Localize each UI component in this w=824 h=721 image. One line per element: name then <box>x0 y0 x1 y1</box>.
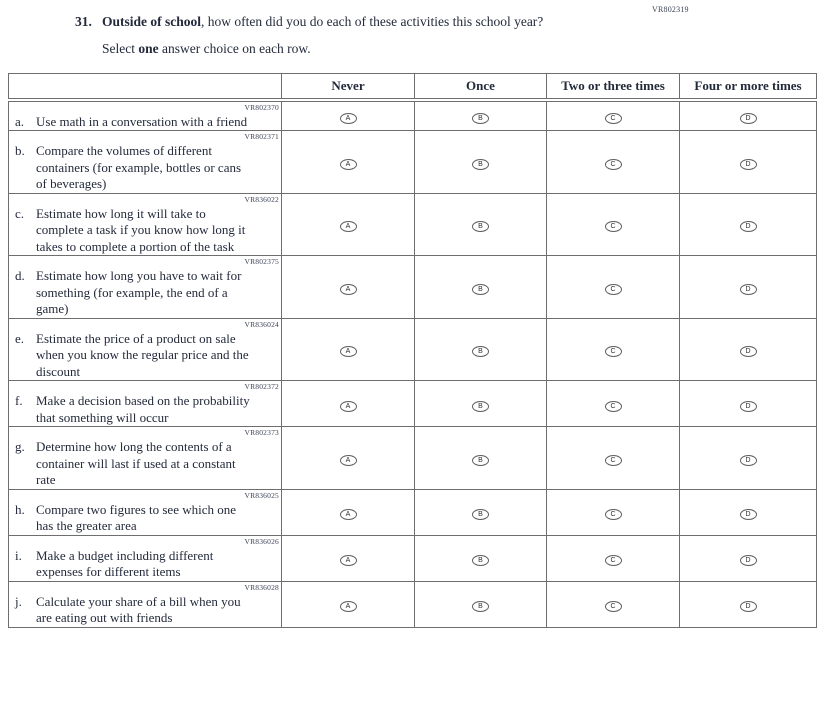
answer-bubble-b-once[interactable]: B <box>472 159 489 170</box>
instruction-post: answer choice on each row. <box>158 41 311 56</box>
answer-cell <box>547 581 680 627</box>
answer-cell <box>680 100 817 131</box>
row-stem-cell <box>9 581 282 627</box>
table-row <box>9 131 817 194</box>
answer-cell <box>680 256 817 319</box>
row-letter: a. <box>15 113 25 129</box>
row-activity-text: Use math in a conversation with a friend <box>36 113 248 129</box>
answer-cell <box>415 256 547 319</box>
answer-cell <box>282 581 415 627</box>
frequency-response-table <box>8 73 817 628</box>
row-activity-text: Calculate your share of a bill when you are eating out with friends <box>36 593 241 625</box>
row-letter: e. <box>15 330 25 346</box>
row-activity-line <box>9 114 281 131</box>
row-accession-code: VR802372 <box>244 382 279 391</box>
answer-cell <box>680 427 817 490</box>
answer-bubble-i-once[interactable]: B <box>472 555 489 566</box>
row-accession-code: VR836028 <box>244 582 279 592</box>
row-letter: h. <box>15 501 25 517</box>
row-activity-line <box>9 393 281 426</box>
answer-cell <box>547 318 680 381</box>
answer-bubble-j-once[interactable]: B <box>472 601 489 612</box>
row-accession-code: VR802370 <box>244 102 279 112</box>
answer-cell <box>282 256 415 319</box>
answer-bubble-i-never[interactable]: A <box>340 555 357 566</box>
answer-bubble-b-two-or-three-times[interactable]: C <box>605 159 622 170</box>
answer-bubble-h-four-or-more-times[interactable]: D <box>740 509 757 520</box>
answer-cell <box>547 100 680 131</box>
answer-cell <box>415 131 547 194</box>
answer-cell <box>547 535 680 581</box>
row-accession-code: VR836024 <box>244 319 279 329</box>
answer-bubble-d-four-or-more-times[interactable]: D <box>740 284 757 295</box>
row-activity-text: Estimate how long it will take to complete a task if you know how long it takes to complete a portion of the task <box>36 205 246 254</box>
answer-cell <box>282 535 415 581</box>
answer-cell <box>547 256 680 319</box>
answer-cell <box>680 581 817 627</box>
row-activity-text: Compare the volumes of different containers (for example, bottles or cans of beverages) <box>36 143 242 191</box>
row-accession-code: VR802373 <box>244 428 279 437</box>
answer-bubble-h-once[interactable]: B <box>472 509 489 520</box>
row-activity-text: Compare two figures to see which one has the greater area <box>36 501 237 533</box>
answer-cell <box>282 318 415 381</box>
answer-cell <box>547 193 680 256</box>
answer-bubble-e-once[interactable]: B <box>472 346 489 357</box>
table-row <box>9 381 817 427</box>
table-row <box>9 581 817 627</box>
answer-cell <box>415 427 547 490</box>
table-row <box>9 100 817 131</box>
row-accession-code: VR836022 <box>244 194 279 204</box>
page-accession-code: VR802319 <box>652 5 689 14</box>
answer-cell <box>282 489 415 535</box>
row-stem-cell <box>9 381 282 427</box>
answer-bubble-i-four-or-more-times[interactable]: D <box>740 555 757 566</box>
row-activity-text: Make a budget including different expenses for different items <box>36 547 214 579</box>
answer-bubble-f-once[interactable]: B <box>472 401 489 412</box>
row-stem-cell <box>9 535 282 581</box>
row-letter: i. <box>15 547 22 563</box>
row-accession-code: VR802375 <box>244 257 279 266</box>
answer-bubble-d-once[interactable]: B <box>472 284 489 295</box>
table-row <box>9 318 817 381</box>
table-body <box>9 100 817 628</box>
answer-bubble-b-never[interactable]: A <box>340 159 357 170</box>
header-row <box>9 74 817 100</box>
row-letter: g. <box>15 439 25 454</box>
answer-bubble-h-two-or-three-times[interactable]: C <box>605 509 622 520</box>
row-letter: d. <box>15 268 25 283</box>
row-activity-line <box>9 502 281 535</box>
answer-bubble-g-never[interactable]: A <box>340 455 357 466</box>
table-row <box>9 535 817 581</box>
row-stem-cell <box>9 100 282 131</box>
row-accession-code: VR836025 <box>244 490 279 500</box>
row-letter: j. <box>15 593 22 609</box>
row-activity-text: Determine how long the contents of a container will last if used at a constant rate <box>36 439 236 487</box>
answer-cell <box>282 381 415 427</box>
answer-bubble-j-never[interactable]: A <box>340 601 357 612</box>
answer-bubble-i-two-or-three-times[interactable]: C <box>605 555 622 566</box>
row-activity-text: Estimate the price of a product on sale when you know the regular price and the discount <box>36 330 249 379</box>
answer-bubble-f-four-or-more-times[interactable]: D <box>740 401 757 412</box>
row-accession-code: VR802371 <box>244 132 279 141</box>
column-header-never: Never <box>282 74 415 100</box>
question-bold-lead: Outside of school <box>102 14 202 29</box>
answer-bubble-f-two-or-three-times[interactable]: C <box>605 401 622 412</box>
answer-cell <box>680 381 817 427</box>
question-text <box>102 13 543 30</box>
answer-bubble-g-four-or-more-times[interactable]: D <box>740 455 757 466</box>
row-activity-line <box>9 268 281 318</box>
row-activity-text: Make a decision based on the probability that something will occur <box>36 393 250 425</box>
row-stem-cell <box>9 318 282 381</box>
answer-cell <box>282 100 415 131</box>
table-row <box>9 256 817 319</box>
answer-bubble-g-two-or-three-times[interactable]: C <box>605 455 622 466</box>
answer-cell <box>547 489 680 535</box>
answer-cell <box>680 318 817 381</box>
answer-bubble-f-never[interactable]: A <box>340 401 357 412</box>
answer-bubble-h-never[interactable]: A <box>340 509 357 520</box>
answer-cell <box>415 535 547 581</box>
row-letter: c. <box>15 205 25 221</box>
answer-bubble-b-four-or-more-times[interactable]: D <box>740 159 757 170</box>
column-header-four-or-more-times: Four or more times <box>680 74 817 100</box>
question-number: 31. <box>75 14 92 29</box>
row-letter: f. <box>15 393 23 408</box>
question-rest: , how often did you do each of these activities this school year? <box>201 14 544 29</box>
question-31 <box>75 13 715 57</box>
answer-bubble-d-two-or-three-times[interactable]: C <box>605 284 622 295</box>
row-activity-line <box>9 331 281 381</box>
answer-bubble-c-once[interactable]: B <box>472 221 489 232</box>
answer-cell <box>415 100 547 131</box>
row-stem-cell <box>9 427 282 490</box>
instruction-bold: one <box>138 41 159 56</box>
answer-cell <box>547 131 680 194</box>
row-activity-line <box>9 143 281 193</box>
answer-bubble-a-never[interactable]: A <box>340 113 357 124</box>
row-letter: b. <box>15 143 25 158</box>
answer-bubble-j-four-or-more-times[interactable]: D <box>740 601 757 612</box>
answer-cell <box>415 489 547 535</box>
row-stem-cell <box>9 489 282 535</box>
answer-bubble-a-once[interactable]: B <box>472 113 489 124</box>
answer-bubble-c-two-or-three-times[interactable]: C <box>605 221 622 232</box>
answer-cell <box>547 427 680 490</box>
table-row <box>9 489 817 535</box>
answer-cell <box>415 193 547 256</box>
answer-bubble-a-four-or-more-times[interactable]: D <box>740 113 757 124</box>
answer-cell <box>282 427 415 490</box>
answer-cell <box>680 535 817 581</box>
stem-header-cell <box>9 74 282 100</box>
answer-bubble-d-never[interactable]: A <box>340 284 357 295</box>
row-activity-line <box>9 594 281 627</box>
answer-bubble-a-two-or-three-times[interactable]: C <box>605 113 622 124</box>
row-activity-text: Estimate how long you have to wait for something (for example, the end of a game) <box>36 268 242 316</box>
row-activity-line <box>9 439 281 489</box>
answer-cell <box>282 131 415 194</box>
column-header-once: Once <box>415 74 547 100</box>
column-header-two-or-three-times: Two or three times <box>547 74 680 100</box>
answer-bubble-e-four-or-more-times[interactable]: D <box>740 346 757 357</box>
answer-cell <box>415 381 547 427</box>
instruction-pre: Select <box>102 41 139 56</box>
answer-cell <box>680 489 817 535</box>
answer-bubble-e-two-or-three-times[interactable]: C <box>605 346 622 357</box>
answer-bubble-g-once[interactable]: B <box>472 455 489 466</box>
answer-bubble-e-never[interactable]: A <box>340 346 357 357</box>
row-accession-code: VR836026 <box>244 536 279 546</box>
answer-cell <box>282 193 415 256</box>
answer-bubble-c-four-or-more-times[interactable]: D <box>740 221 757 232</box>
answer-cell <box>415 318 547 381</box>
answer-cell <box>680 131 817 194</box>
row-activity-line <box>9 206 281 256</box>
row-activity-line <box>9 548 281 581</box>
question-instruction <box>102 40 715 57</box>
row-stem-cell <box>9 131 282 194</box>
answer-cell <box>680 193 817 256</box>
answer-cell <box>547 381 680 427</box>
row-stem-cell <box>9 256 282 319</box>
answer-cell <box>415 581 547 627</box>
answer-bubble-c-never[interactable]: A <box>340 221 357 232</box>
answer-bubble-j-two-or-three-times[interactable]: C <box>605 601 622 612</box>
row-stem-cell <box>9 193 282 256</box>
table-row <box>9 427 817 490</box>
table-row <box>9 193 817 256</box>
